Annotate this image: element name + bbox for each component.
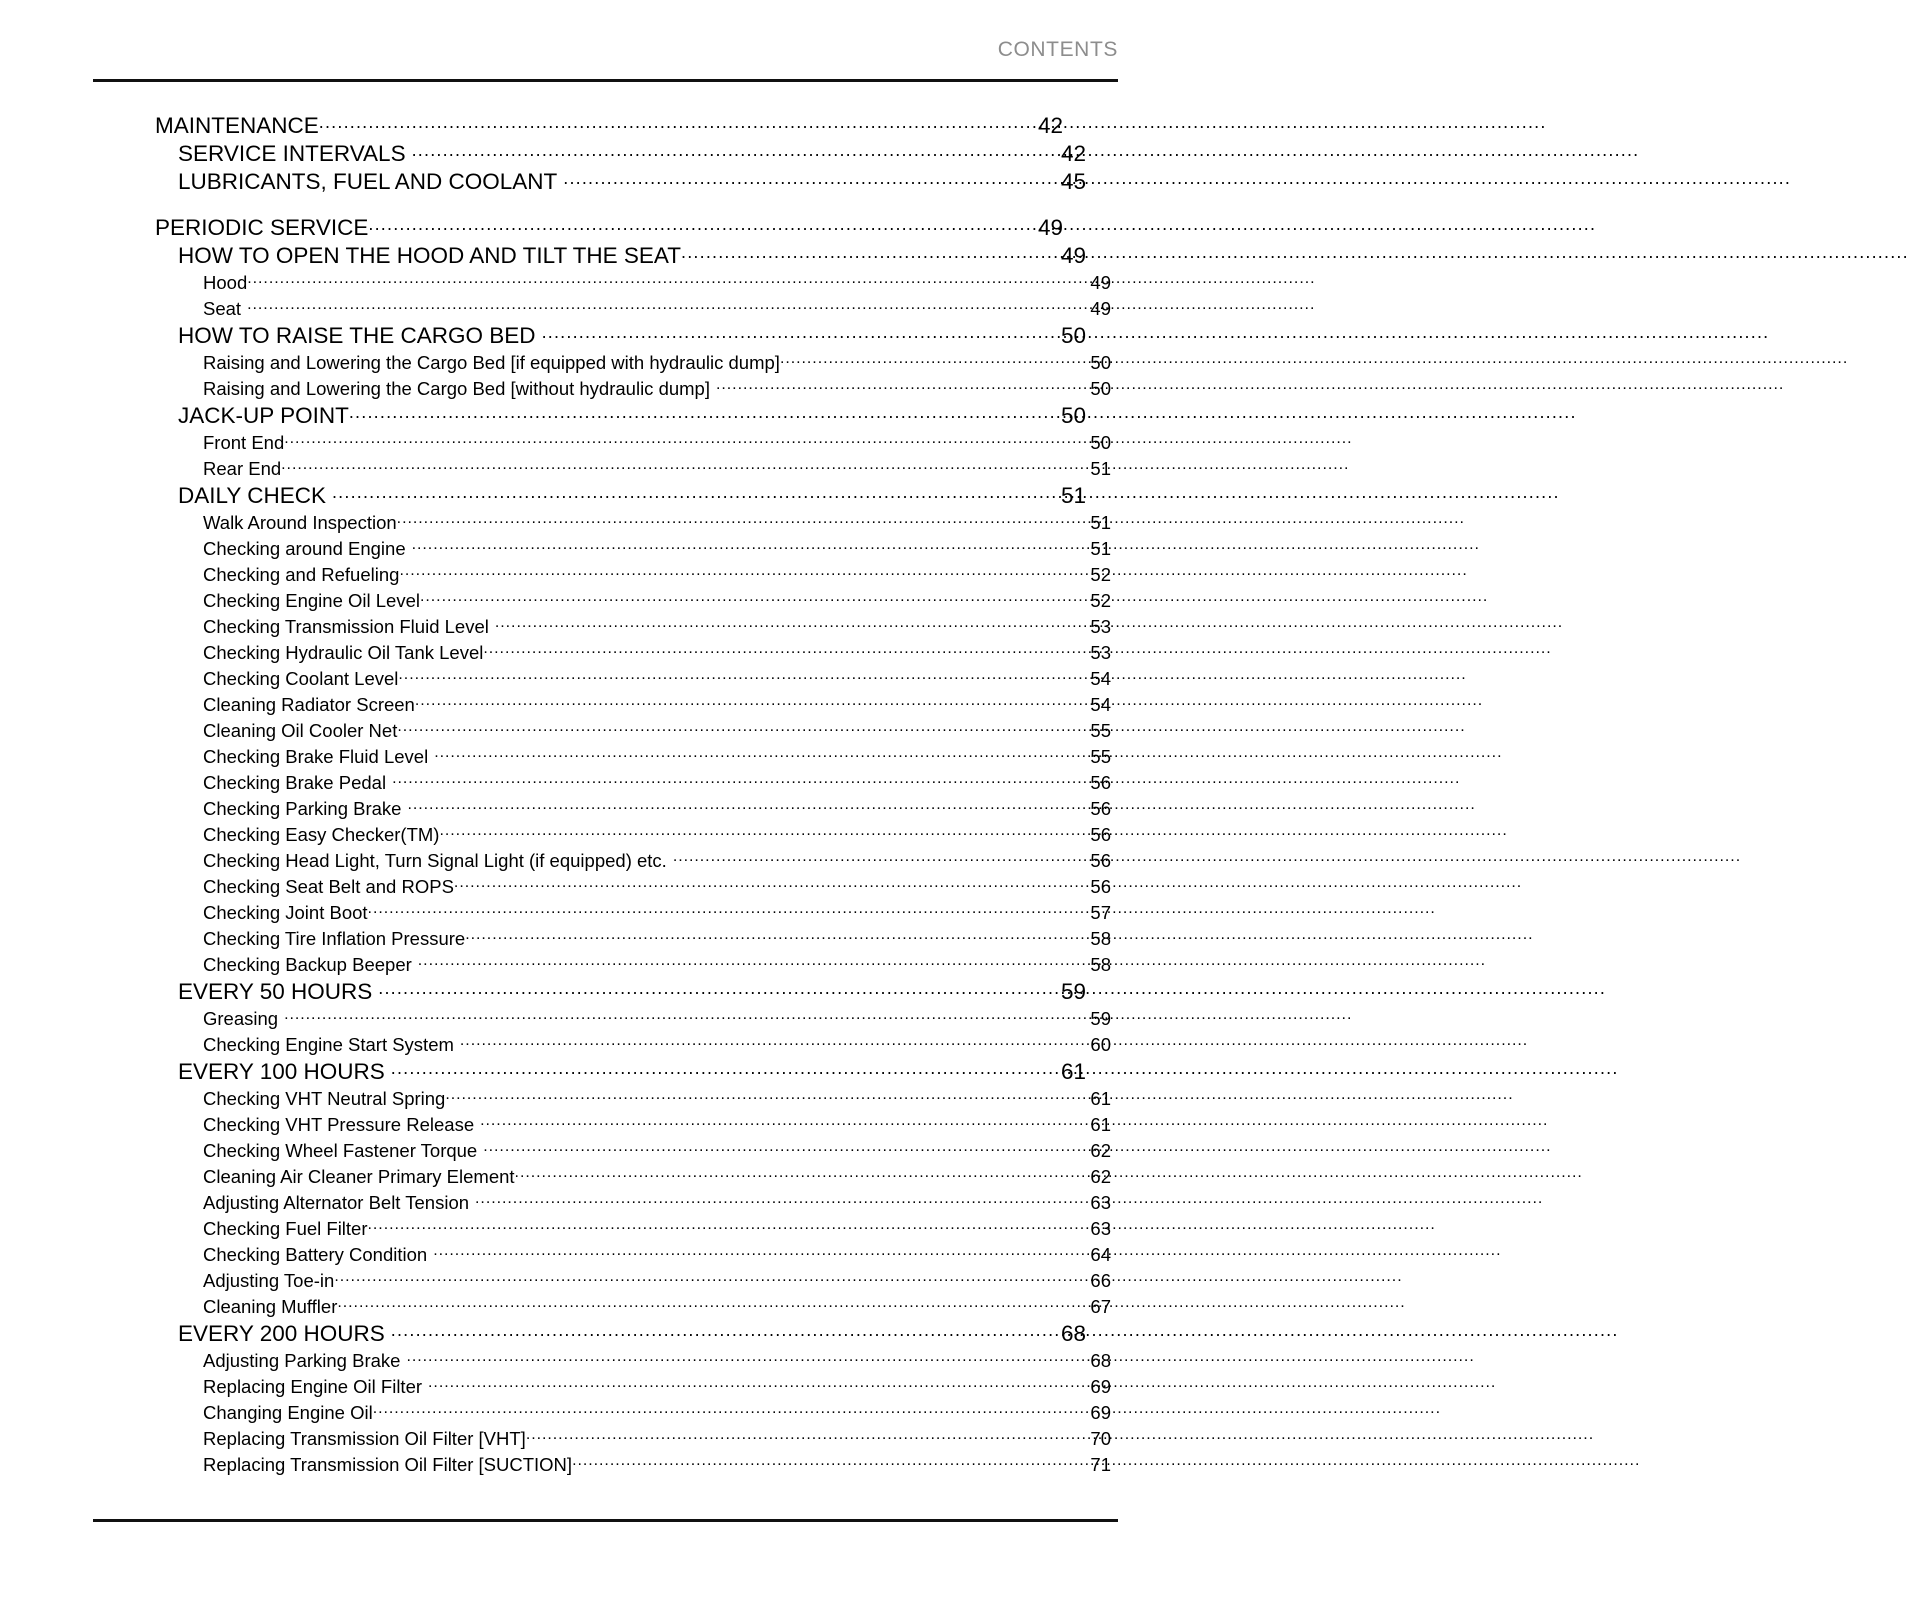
toc-leader-dots [495, 608, 1078, 636]
toc-entry[interactable] [178, 168, 1109, 196]
toc-entry-page-number: 49 [1090, 298, 1111, 319]
toc-entry-title: Checking Fuel Filter [203, 1218, 368, 1239]
toc-leader-dots [439, 816, 1078, 844]
toc-entry-page-number: 66 [1090, 1270, 1111, 1291]
toc-entry-page-number: 49 [1090, 272, 1111, 293]
toc-entry-page-number: 51 [1060, 483, 1086, 508]
toc-entry-page-number: 61 [1060, 1059, 1086, 1084]
toc-entry-title: Checking Engine Oil Level [203, 590, 420, 611]
toc-leader-dots [415, 686, 1078, 714]
toc-entry-title: Checking VHT Neutral Spring [203, 1088, 446, 1109]
toc-entry-title: JACK-UP POINT [178, 403, 349, 428]
toc-entry-page-number: 50 [1060, 403, 1086, 428]
toc-leader-dots [563, 163, 1048, 192]
toc-entry-title: Checking Tire Inflation Pressure [203, 928, 466, 949]
toc-leader-dots [332, 477, 1048, 506]
toc-entry-page-number: 56 [1090, 772, 1111, 793]
toc-entry-title: Checking Hydraulic Oil Tank Level [203, 642, 484, 663]
toc-entry-page-number: 56 [1090, 850, 1111, 871]
toc-entry-title: Changing Engine Oil [203, 1402, 373, 1423]
toc-leader-dots [284, 1000, 1078, 1028]
toc-entry-title: Checking around Engine [203, 538, 406, 559]
toc-entry-title: MAINTENANCE [155, 113, 319, 138]
toc-entry-title: Front End [203, 432, 285, 453]
toc-leader-dots [398, 660, 1078, 688]
toc-leader-dots [716, 370, 1078, 398]
toc-entry-title: Adjusting Toe-in [203, 1270, 335, 1291]
toc-leader-dots [460, 1026, 1078, 1054]
toc-leader-dots [480, 1106, 1078, 1134]
toc-entry-page-number: 50 [1060, 323, 1086, 348]
toc-entry-title: PERIODIC SERVICE [155, 215, 369, 240]
toc-entry-page-number: 71 [1090, 1454, 1111, 1475]
toc-entry-page-number: 67 [1090, 1296, 1111, 1317]
toc-entry-title: Checking VHT Pressure Release [203, 1114, 475, 1135]
toc-entry-page-number: 50 [1090, 352, 1111, 373]
toc-leader-dots [281, 450, 1078, 478]
toc-entry-page-number: 42 [1037, 113, 1063, 138]
toc-entry-title: Rear End [203, 458, 282, 479]
toc-entry-page-number: 49 [1037, 215, 1063, 240]
toc-leader-dots [378, 973, 1048, 1002]
toc-entry-page-number: 63 [1090, 1192, 1111, 1213]
toc-entry[interactable] [203, 1452, 1159, 1478]
toc-entry-title: Checking Easy Checker(TM) [203, 824, 440, 845]
toc-entry-page-number: 50 [1090, 378, 1111, 399]
toc-entry-page-number: 53 [1090, 616, 1111, 637]
toc-leader-dots [681, 237, 1048, 266]
toc-leader-dots [247, 264, 1078, 292]
running-header [93, 38, 1118, 62]
footer-rule [93, 1519, 1118, 1522]
toc-entry-title: DAILY CHECK [178, 483, 326, 508]
toc-leader-dots [412, 135, 1048, 164]
toc-entry-title: Adjusting Parking Brake [203, 1350, 401, 1371]
toc-entry-title: Replacing Transmission Oil Filter [VHT] [203, 1428, 526, 1449]
toc-entry-title: Replacing Transmission Oil Filter [SUCTION] [203, 1454, 573, 1475]
toc-entry-page-number: 58 [1090, 928, 1111, 949]
toc-leader-dots [349, 397, 1048, 426]
toc-leader-dots [407, 790, 1078, 818]
toc-entry-page-number: 70 [1090, 1428, 1111, 1449]
toc-entry-page-number: 57 [1090, 902, 1111, 923]
toc-leader-dots [526, 1420, 1078, 1448]
toc-entry-title: Checking Parking Brake [203, 798, 402, 819]
toc-entry-page-number: 51 [1090, 458, 1111, 479]
toc-entry-title: Adjusting Alternator Belt Tension [203, 1192, 470, 1213]
toc-entry-title: Checking Brake Pedal [203, 772, 387, 793]
toc-entry-page-number: 60 [1090, 1034, 1111, 1055]
toc-leader-dots [434, 738, 1078, 766]
toc-entry-page-number: 62 [1090, 1166, 1111, 1187]
toc-entry-title: HOW TO RAISE THE CARGO BED [178, 323, 536, 348]
toc-leader-dots [397, 504, 1078, 532]
toc-entry-page-number: 52 [1090, 564, 1111, 585]
toc-leader-dots [475, 1184, 1078, 1212]
toc-leader-dots [433, 1236, 1078, 1264]
toc-entry-title: EVERY 200 HOURS [178, 1321, 385, 1346]
toc-leader-dots [483, 634, 1078, 662]
toc-entry-title: HOW TO OPEN THE HOOD AND TILT THE SEAT [178, 243, 682, 268]
toc-entry-page-number: 50 [1090, 432, 1111, 453]
toc-leader-dots [572, 1446, 1078, 1474]
toc-entry-title: Checking Seat Belt and ROPS [203, 876, 454, 897]
toc-leader-dots [515, 1158, 1078, 1186]
toc-entry-title: LUBRICANTS, FUEL AND COOLANT [178, 169, 558, 194]
toc-entry-title: Hood [203, 272, 248, 293]
toc-entry-page-number: 42 [1060, 141, 1086, 166]
toc-entry-page-number: 63 [1090, 1218, 1111, 1239]
toc-leader-dots [445, 1080, 1078, 1108]
toc-entry-page-number: 59 [1060, 979, 1086, 1004]
toc-entry-title: Cleaning Radiator Screen [203, 694, 415, 715]
toc-entry-title: Checking and Refueling [203, 564, 400, 585]
toc-entry-title: Checking Head Light, Turn Signal Light (if equipped) etc. [203, 850, 667, 871]
toc-leader-dots [428, 1368, 1078, 1396]
toc-leader-dots [334, 1262, 1078, 1290]
toc-leader-dots [368, 209, 1025, 238]
toc-leader-dots [483, 1132, 1078, 1160]
toc-leader-dots [780, 344, 1078, 372]
toc-entry-page-number: 53 [1090, 642, 1111, 663]
toc-entry-page-number: 62 [1090, 1140, 1111, 1161]
toc-entry-title: Walk Around Inspection [203, 512, 397, 533]
header-rule [93, 79, 1118, 82]
toc-leader-dots [412, 530, 1078, 558]
toc-entry-title: Checking Battery Condition [203, 1244, 428, 1265]
toc-entry-page-number: 68 [1060, 1321, 1086, 1346]
toc-entry-page-number: 69 [1090, 1402, 1111, 1423]
toc-entry-title: Checking Backup Beeper [203, 954, 412, 975]
toc-entry-page-number: 55 [1090, 720, 1111, 741]
table-of-contents [155, 112, 1111, 1478]
toc-leader-dots [368, 894, 1078, 922]
toc-entry-title: Checking Coolant Level [203, 668, 399, 689]
toc-entry-page-number: 61 [1090, 1088, 1111, 1109]
toc-entry-page-number: 56 [1090, 824, 1111, 845]
toc-leader-dots [368, 1210, 1078, 1238]
toc-entry-page-number: 68 [1090, 1350, 1111, 1371]
toc-entry-page-number: 55 [1090, 746, 1111, 767]
toc-entry-page-number: 56 [1090, 876, 1111, 897]
toc-leader-dots [284, 424, 1078, 452]
toc-leader-dots [420, 582, 1078, 610]
toc-leader-dots [247, 290, 1078, 318]
toc-entry-title: Greasing [203, 1008, 279, 1029]
toc-leader-dots [673, 842, 1078, 870]
toc-entry-page-number: 59 [1090, 1008, 1111, 1029]
toc-entry-title: Cleaning Oil Cooler Net [203, 720, 398, 741]
toc-entry-title: EVERY 100 HOURS [178, 1059, 385, 1084]
toc-entry-title: Replacing Engine Oil Filter [203, 1376, 423, 1397]
toc-leader-dots [373, 1394, 1078, 1422]
toc-leader-dots [418, 946, 1078, 974]
toc-entry-title: EVERY 50 HOURS [178, 979, 373, 1004]
toc-leader-dots [399, 556, 1078, 584]
toc-entry-page-number: 61 [1090, 1114, 1111, 1135]
toc-entry-page-number: 56 [1090, 798, 1111, 819]
toc-leader-dots [391, 1315, 1048, 1344]
toc-entry-page-number: 49 [1060, 243, 1086, 268]
toc-entry-page-number: 51 [1090, 512, 1111, 533]
toc-leader-dots [397, 712, 1078, 740]
toc-entry-title: Checking Brake Fluid Level [203, 746, 429, 767]
toc-leader-dots [337, 1288, 1078, 1316]
toc-leader-dots [392, 764, 1078, 792]
toc-leader-dots [391, 1053, 1048, 1082]
toc-entry-title: Checking Joint Boot [203, 902, 368, 923]
toc-entry-title: Checking Wheel Fastener Torque [203, 1140, 478, 1161]
toc-entry-page-number: 52 [1090, 590, 1111, 611]
page-header-title: CONTENTS [997, 38, 1118, 61]
toc-entry-page-number: 54 [1090, 668, 1111, 689]
toc-entry-page-number: 58 [1090, 954, 1111, 975]
toc-entry-page-number: 54 [1090, 694, 1111, 715]
toc-entry-title: Seat [203, 298, 242, 319]
toc-leader-dots [542, 317, 1048, 346]
toc-entry-page-number: 45 [1060, 169, 1086, 194]
toc-leader-dots [319, 107, 1025, 136]
toc-entry-title: Checking Engine Start System [203, 1034, 454, 1055]
toc-entry-title: Cleaning Muffler [203, 1296, 338, 1317]
toc-leader-dots [465, 920, 1078, 948]
toc-entry-title: Raising and Lowering the Cargo Bed [without hydraulic dump] [203, 378, 710, 399]
toc-entry-title: Cleaning Air Cleaner Primary Element [203, 1166, 515, 1187]
toc-entry-title: Raising and Lowering the Cargo Bed [if equipped with hydraulic dump] [203, 352, 780, 373]
toc-leader-dots [454, 868, 1078, 896]
toc-entry-page-number: 69 [1090, 1376, 1111, 1397]
toc-entry-title: SERVICE INTERVALS [178, 141, 406, 166]
toc-entry-page-number: 64 [1090, 1244, 1111, 1265]
toc-entry-page-number: 51 [1090, 538, 1111, 559]
toc-entry-title: Checking Transmission Fluid Level [203, 616, 489, 637]
toc-leader-dots [406, 1342, 1078, 1370]
